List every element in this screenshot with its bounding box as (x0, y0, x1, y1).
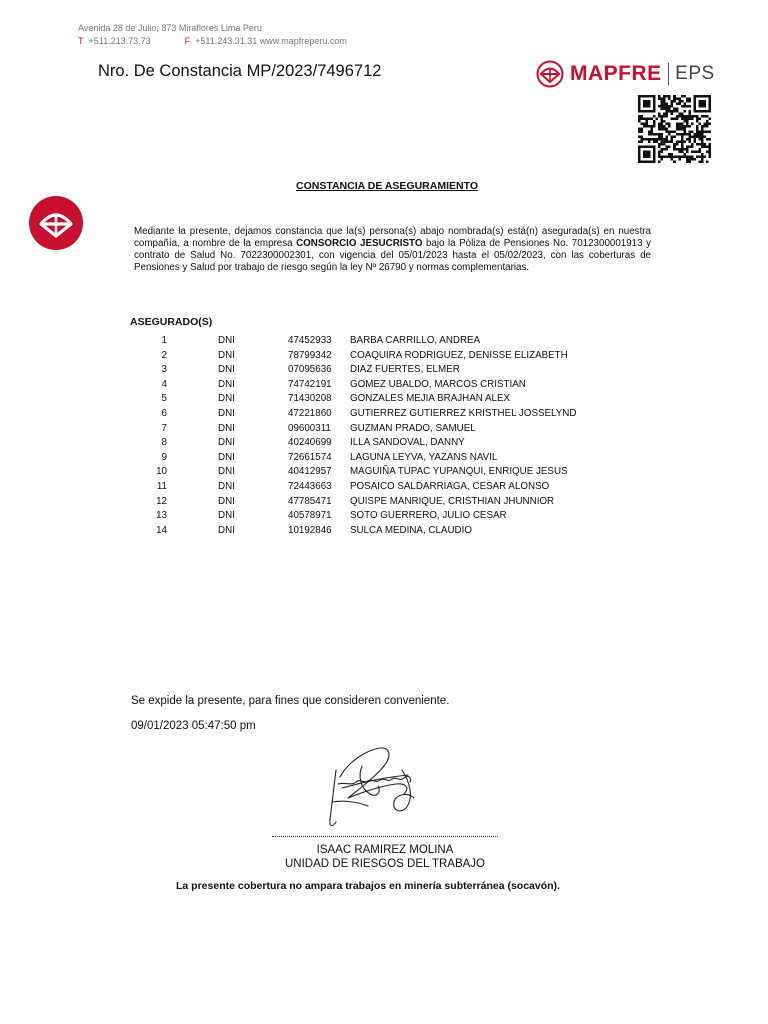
footer-note: La presente cobertura no ampara trabajos en minería subterránea (socavón). (176, 880, 560, 892)
insured-list (130, 335, 650, 539)
document-title (0, 180, 768, 192)
insured-doc-number: 40578971 (288, 510, 332, 522)
insured-doc-number: 78799342 (288, 349, 332, 361)
insured-name: BARBA CARRILLO, ANDREA (350, 335, 481, 346)
issue-datetime: 09/01/2023 05:47:50 pm (131, 720, 256, 732)
insured-doc-number: 47452933 (288, 335, 332, 346)
insured-row (130, 423, 650, 438)
qr-code-icon (638, 95, 711, 163)
insured-row (130, 364, 650, 379)
insured-name: QUISPE MANRIQUE, CRISTHIAN JHUNNIOR (350, 495, 555, 507)
insured-name: SULCA MEDINA, CLAUDIO (350, 524, 472, 536)
insured-doc-number: 74742191 (288, 378, 332, 390)
insured-doc-type: DNI (218, 407, 235, 419)
insured-name: SOTO GUERRERO, JULIO CESAR (350, 510, 507, 522)
insured-number: 7 (161, 422, 167, 434)
insured-number: 12 (156, 495, 167, 507)
mapfre-eps-logo (536, 59, 715, 89)
insured-number: 9 (161, 451, 167, 463)
insured-name: GONZALES MEJIA BRAJHAN ALEX (350, 393, 511, 405)
insured-name: GOMEZ UBALDO, MARCOS CRISTIAN (350, 378, 526, 390)
insured-number: 4 (161, 378, 167, 390)
logo-separator (668, 63, 670, 85)
handwritten-signature (318, 742, 428, 832)
insured-doc-type: DNI (218, 524, 235, 536)
insured-name: GUTIERREZ GUTIERREZ KRISTHEL JOSSELYND (350, 407, 577, 419)
document-title-text: CONSTANCIA DE ASEGURAMIENTO (295, 180, 478, 192)
signer-unit: UNIDAD DE RIESGOS DEL TRABAJO (284, 858, 485, 870)
insured-doc-type: DNI (218, 422, 235, 434)
insured-doc-type: DNI (218, 378, 235, 390)
insured-number: 14 (156, 524, 167, 536)
body-paragraph (134, 226, 651, 274)
side-logo-badge (29, 196, 83, 250)
insured-row (130, 335, 650, 350)
header-address: Avenida 28 de Julio, 873 Miraflores Lima Peru (78, 23, 262, 33)
insured-row (130, 525, 650, 540)
insured-row (130, 466, 650, 481)
signature-line (272, 828, 498, 837)
insured-row (130, 452, 650, 467)
insured-name: ILLA SANDOVAL, DANNY (350, 437, 465, 449)
insured-doc-number: 47221860 (288, 407, 332, 419)
insured-number: 2 (161, 349, 167, 361)
fax-and-website: +511.243.31.31 www.mapfreperu.com (195, 36, 347, 46)
insured-row (130, 510, 650, 525)
insured-number: 1 (161, 335, 167, 346)
insured-row (130, 496, 650, 511)
insured-doc-number: 71430208 (288, 393, 332, 405)
insured-doc-type: DNI (218, 393, 235, 405)
insured-name: LAGUNA LEYVA, YAZANS NAVIL (350, 451, 498, 463)
closing-statement: Se expide la presente, para fines que consideren conveniente. (131, 695, 450, 707)
insured-doc-type: DNI (218, 335, 235, 346)
insured-doc-number: 40412957 (288, 466, 332, 478)
insured-name: POSAICO SALDARRIAGA, CESAR ALONSO (350, 480, 550, 492)
insured-doc-type: DNI (218, 495, 235, 507)
insured-number: 5 (161, 393, 167, 405)
insured-number: 13 (156, 510, 167, 522)
insured-section-title: ASEGURADO(S) (130, 316, 213, 328)
insured-doc-type: DNI (218, 510, 235, 522)
signer-name: ISAAC RAMIREZ MOLINA (316, 844, 454, 856)
insured-doc-number: 72661574 (288, 451, 332, 463)
insured-row (130, 350, 650, 365)
insured-doc-type: DNI (218, 466, 235, 478)
insured-doc-number: 72443663 (288, 480, 332, 492)
insured-row (130, 437, 650, 452)
fax-prefix: F (184, 36, 191, 46)
insured-doc-number: 10192846 (288, 524, 332, 536)
signer-block (272, 843, 498, 871)
insured-row (130, 481, 650, 496)
insured-number: 11 (156, 480, 167, 492)
insured-row (130, 408, 650, 423)
logo-unit-text: EPS (675, 63, 715, 84)
mapfre-umbrella-icon (29, 196, 83, 250)
insured-doc-number: 47785471 (288, 495, 332, 507)
insured-row (130, 393, 650, 408)
certificate-number: Nro. De Constancia MP/2023/7496712 (98, 62, 382, 80)
logo-brand-text: MAPFRE (570, 62, 662, 85)
body-text-part1: Mediante la presente, dejamos constancia que la(s) persona(s) abajo nombrada(s) está(n) asegurada(s) en nuestra compañía, a nombre de la empresa (134, 226, 651, 249)
insured-doc-number: 40240699 (288, 437, 332, 449)
insured-doc-type: DNI (218, 437, 235, 449)
mapfre-umbrella-icon (536, 60, 564, 88)
insured-number: 10 (156, 466, 167, 478)
insured-doc-type: DNI (218, 451, 235, 463)
phone-prefix: T (78, 36, 84, 46)
insured-doc-type: DNI (218, 480, 235, 492)
insured-number: 8 (161, 437, 167, 449)
insured-doc-number: 09600311 (288, 422, 331, 434)
insured-doc-type: DNI (218, 364, 235, 376)
insured-name: COAQUIRA RODRIGUEZ, DENISSE ELIZABETH (350, 349, 568, 361)
insured-doc-number: 07095636 (288, 364, 332, 376)
header-contacts (78, 36, 347, 46)
insured-name: MAGUIÑA TUPAC YUPANQUI, ENRIQUE JESUS (350, 466, 568, 478)
insured-name: GUZMAN PRADO, SAMUEL (350, 422, 476, 434)
insured-row (130, 379, 650, 394)
body-text-part2: bajo la Póliza de Pensiones No. 7012300001913 y contrato de Salud No. 7022300002301, con vigencia del 05/01/2023 hasta el 05/02/2023, con las coberturas de Pensiones y Salud por trabajo de riesgo según la ley Nº 26790 y normas complementarias. (134, 238, 651, 273)
insured-number: 6 (161, 407, 167, 419)
insured-doc-type: DNI (218, 349, 235, 361)
phone-number: +511.213.73.73 (88, 36, 151, 46)
insured-name: DIAZ FUERTES, ELMER (350, 364, 460, 376)
company-name: CONSORCIO JESUCRISTO (296, 238, 423, 249)
insured-number: 3 (161, 364, 167, 376)
